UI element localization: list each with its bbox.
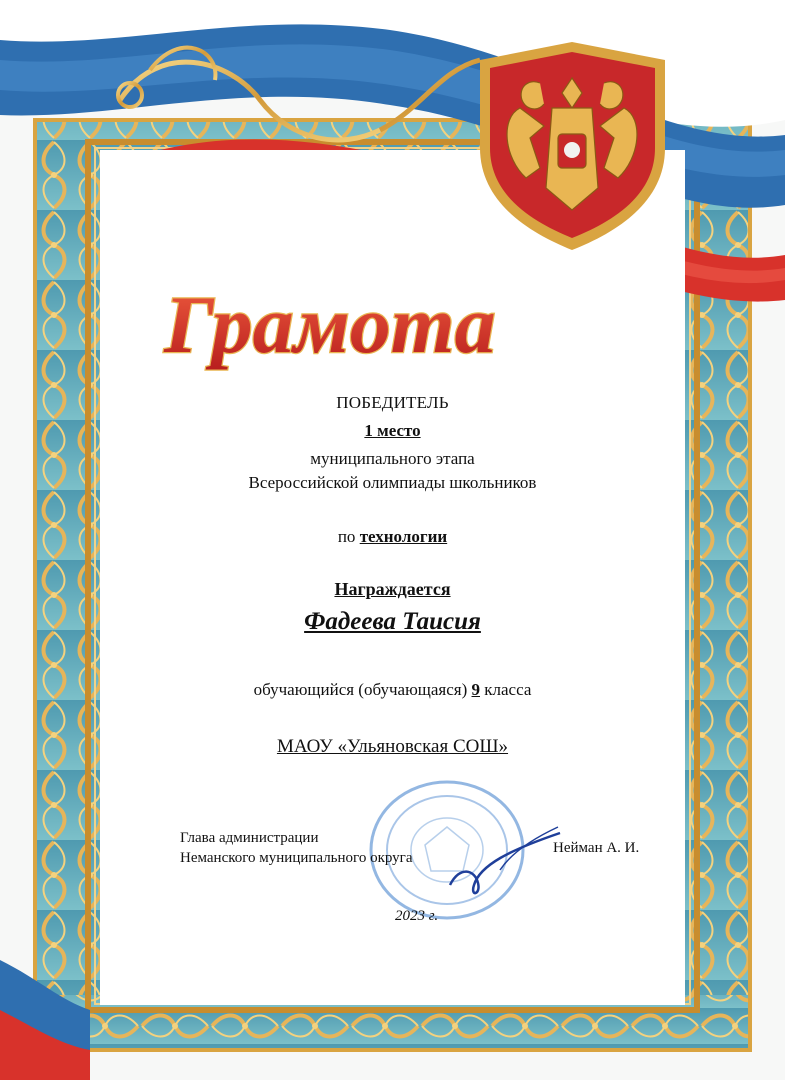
- school-name: МАОУ «Ульяновская СОШ»: [276, 736, 509, 757]
- place-value: 1 место: [364, 421, 421, 440]
- grade-value: 9: [471, 680, 480, 699]
- winner-label: ПОБЕДИТЕЛЬ: [336, 393, 449, 412]
- student-grade-line: [0, 680, 785, 700]
- olympiad-text: Всероссийской олимпиады школьников: [248, 473, 537, 492]
- title-lettering: [150, 272, 510, 382]
- signer-name: Нейман А. И.: [553, 840, 640, 856]
- coat-of-arms-emblem: [470, 38, 675, 253]
- awarded-label: Награждается: [334, 579, 451, 599]
- subject-value: технологии: [359, 527, 448, 546]
- grade-suffix: класса: [484, 680, 532, 699]
- subject-line: [0, 527, 785, 547]
- position-line-1: Глава администрации: [180, 830, 319, 846]
- school-line: [0, 736, 785, 758]
- subject-prefix: по: [337, 527, 356, 546]
- issue-year: 2023 г.: [395, 908, 439, 924]
- position-line-2: Неманского муниципального округа: [180, 850, 413, 866]
- certificate-title: Грамота: [164, 279, 496, 370]
- signer-position: [180, 828, 412, 868]
- place-label: [0, 421, 785, 441]
- student-prefix: обучающийся (обучающаяся): [253, 680, 468, 699]
- awardee-name: Фадеева Таисия: [304, 608, 481, 635]
- handwritten-signature: [440, 815, 570, 900]
- stage-text: муниципального этапа: [310, 449, 475, 468]
